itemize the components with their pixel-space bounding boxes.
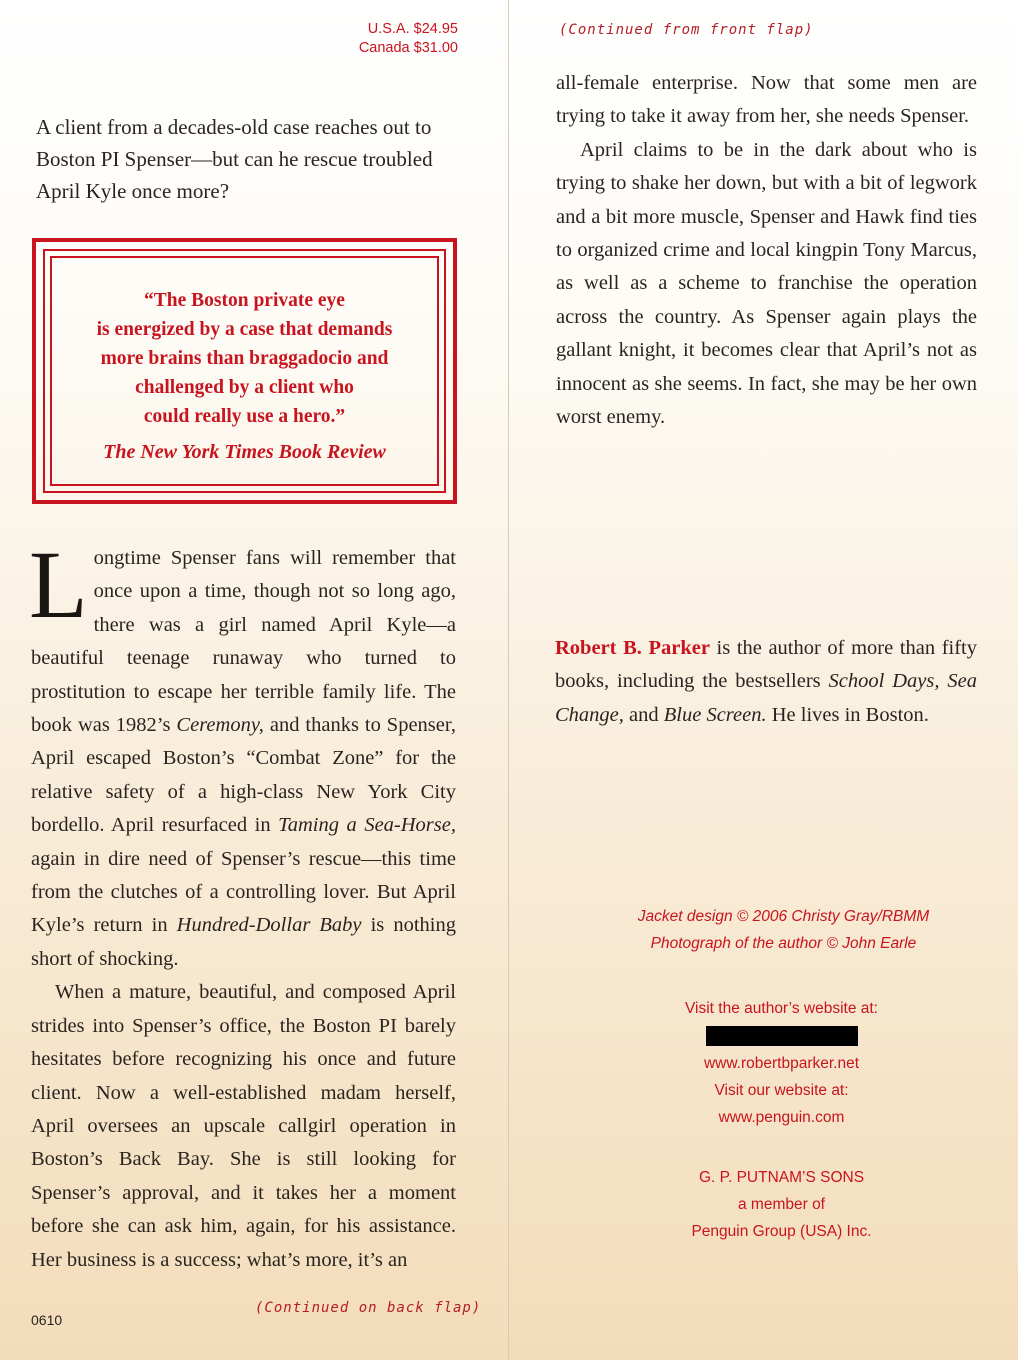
book-title: Hundred-Dollar Baby: [176, 914, 362, 937]
quote-line: could really use a hero.”: [143, 406, 346, 427]
book-title: School Days,: [828, 670, 940, 693]
price-block: [359, 20, 458, 58]
book-title: Taming a Sea-Horse,: [278, 814, 456, 837]
back-flap: [509, 0, 1018, 1360]
continued-from-front: (Continued from front flap): [559, 22, 814, 38]
catalog-code: 0610: [31, 1312, 63, 1328]
back-flap-body: [556, 67, 977, 434]
price-canada: Canada $31.00: [358, 40, 458, 56]
book-title: Ceremony,: [176, 714, 264, 737]
websites: [527, 995, 1018, 1131]
hook-text: A client from a decades-old case reaches out to Boston PI Spenser—but can he rescue troubled April Kyle once more?: [36, 115, 433, 203]
redaction-bar: [706, 1026, 858, 1046]
review-quote-box: [32, 238, 457, 504]
author-website-label: Visit the author’s website at:: [684, 1000, 878, 1017]
quote-line: is energized by a case that demands: [96, 319, 393, 340]
jacket-credits: [529, 903, 1018, 957]
jacket-design-credit: Jacket design © 2006 Christy Gray/RBMM: [637, 908, 930, 925]
photo-credit: Photograph of the author © John Earle: [650, 935, 917, 952]
author-bio: Robert B. Parker is the author of more than fifty books, including the bestsellers School Days, Sea Change, and Blue Screen. He lives in Boston.: [555, 637, 977, 726]
publisher-website-label: Visit our website at:: [714, 1082, 849, 1099]
book-title: Sea Change,: [555, 670, 977, 726]
front-paragraph-2: When a mature, beautiful, and composed April strides into Spenser’s office, the Boston PI barely hesitates before recognizing his once and future client. Now a well-established madam herself, April oversees an upscale callgirl operation in Boston’s Back Bay. She is still looking for Spenser’s approval, and it takes her a moment before she can ask him, again, for his assistance. Her business is a success; what’s more, it’s an: [31, 981, 456, 1271]
publisher-imprint: [527, 1164, 1018, 1245]
book-title: Blue Screen.: [663, 703, 767, 726]
front-flap-body: [29, 531, 456, 1277]
author-name: Robert B. Parker: [555, 637, 710, 659]
quote-line: more brains than braggadocio and: [100, 348, 389, 369]
continued-on-back: (Continued on back flap): [255, 1300, 482, 1316]
back-paragraph-2: April claims to be in the dark about who is trying to shake her down, but with a bit of legwork and a bit more muscle, Spenser and Hawk find ties to organized crime and local kingpin Tony Marcus, as well as a scheme to franchise the operation across the country. As Spenser again plays the gallant knight, it becomes clear that April’s not as innocent as she seems. In fact, she may be her own worst enemy.: [556, 138, 977, 429]
quote-line: challenged by a client who: [135, 377, 354, 398]
price-usa: U.S.A. $24.95: [367, 21, 458, 37]
publisher-website-url[interactable]: www.penguin.com: [718, 1109, 845, 1126]
quote-line: “The Boston private eye: [144, 290, 345, 311]
drop-cap: L: [29, 531, 88, 638]
back-paragraph-1: all-female enterprise. Now that some men are trying to take it away from her, she needs Spenser.: [556, 72, 977, 128]
review-quote: [52, 286, 437, 431]
author-website-url[interactable]: www.robertbparker.net: [703, 1055, 860, 1072]
publisher-group: Penguin Group (USA) Inc.: [691, 1223, 872, 1240]
quote-source: The New York Times Book Review: [103, 441, 386, 463]
front-paragraph-1: Longtime Spenser fans will remember that once upon a time, though not so long ago, there was a girl named April Kyle—a beautiful teenage runaway who turned to prostitution to escape her terrible family life. The book was 1982’s Ceremony, and thanks to Spenser, April escaped Boston’s “Combat Zone” for the relative safety of a high-class New York City bordello. April resurfaced in Taming a Sea-Horse, again in dire need of Spenser’s rescue—this time from the clutches of a controlling lover. But April Kyle’s return in Hundred-Dollar Baby is nothing short of shocking.: [29, 531, 456, 970]
publisher-member: a member of: [737, 1196, 825, 1213]
publisher-name: G. P. PUTNAM’S SONS: [698, 1169, 865, 1186]
